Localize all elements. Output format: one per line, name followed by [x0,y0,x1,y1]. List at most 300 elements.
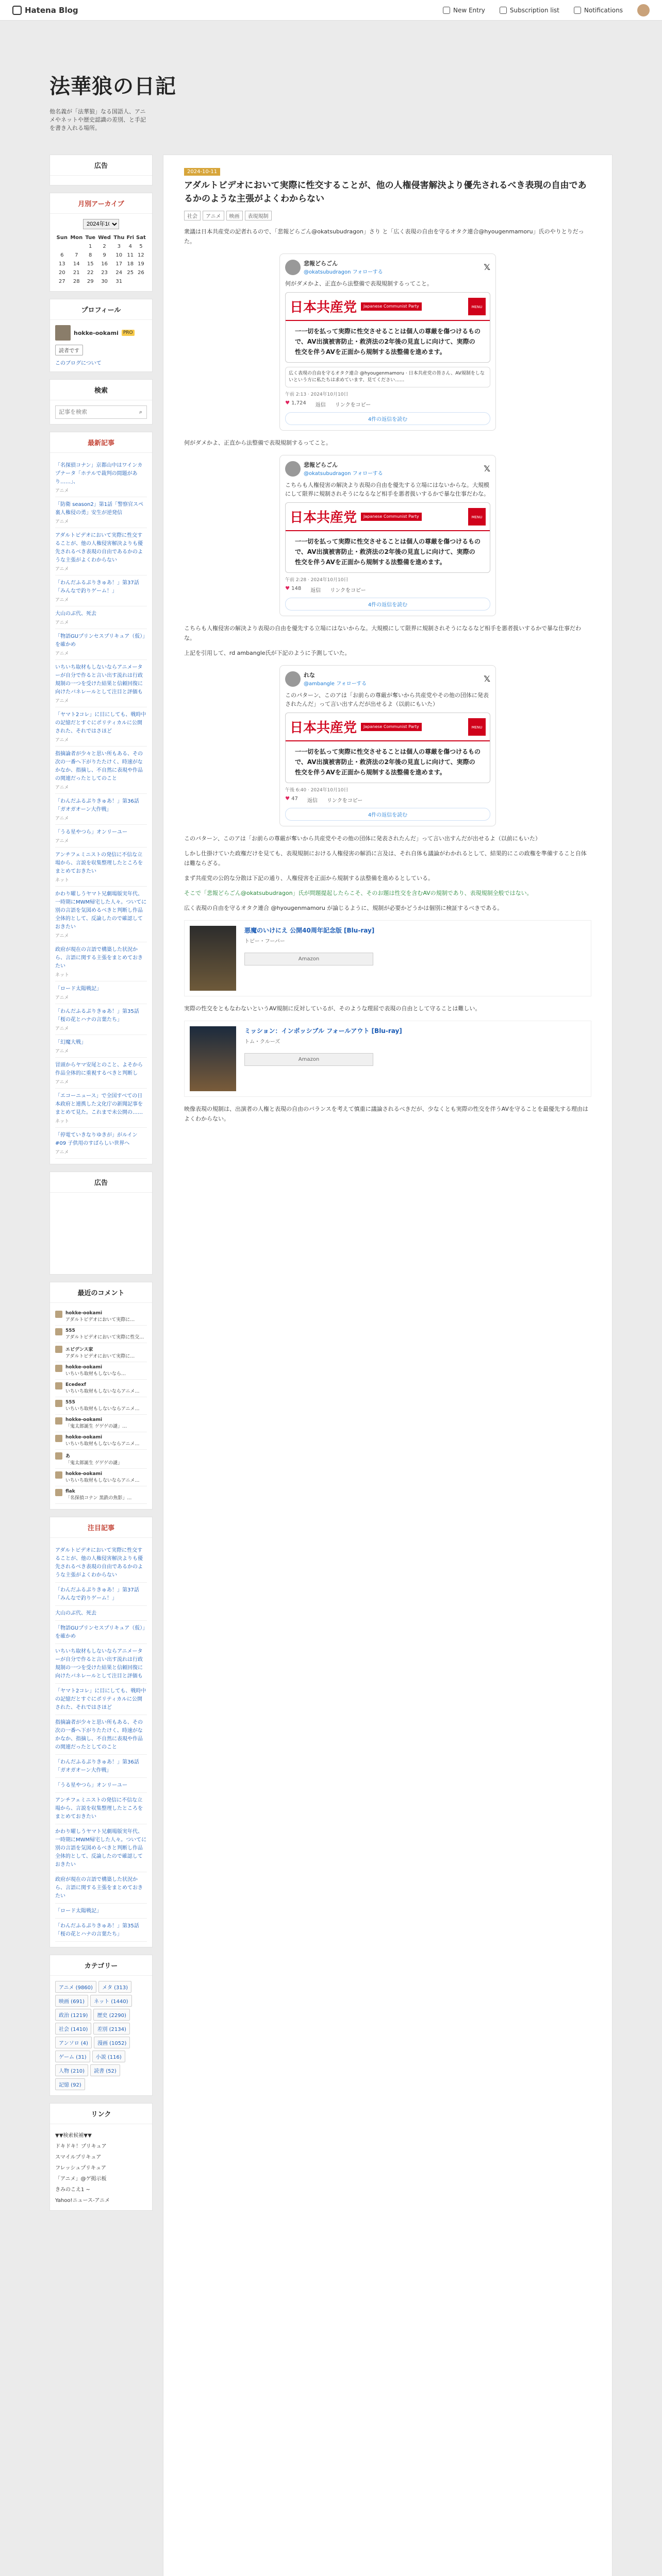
category-tag[interactable]: 差別 (2134) [93,2023,129,2035]
recent-entry-link[interactable]: 「ロード太陽戦記」 [55,986,102,992]
comment-item[interactable] [55,1432,147,1450]
paragraph: こちらも人権侵害の解決より表現の自由を優先する立場にはないからな。大規模にして限界に規制されそうになるなど相手を悪者扱いするかで暴な仕事だわな。 [184,625,581,641]
hatena-blog-logo[interactable] [12,6,78,15]
jcp-menu: MENU [468,298,486,315]
tweet-avatar[interactable] [285,671,301,687]
comment-entry[interactable]: いちいち取材もしないならアニメ… [65,1389,140,1394]
recent-entry-category: ネット [55,973,70,978]
jcp-text: 一一切を払って実際に性交させることは個人の尊厳を傷つけるもので、AV出演被害防止・救済法の2年後の見直しに向けて、実際の性交を伴うAVを正面から規制する法整備を進めます。 [286,530,490,572]
reply-button[interactable]: 返信 [315,402,326,408]
recent-entry[interactable] [55,887,147,942]
tweet-author[interactable]: 悲報どらごん [304,260,338,267]
recent-entry-category: アニメ [55,598,69,603]
popular-entry-link[interactable]: 「わんだふるぷりきゅあ！」第36話「ガオガオーン大作戦」 [55,1759,139,1773]
ads-title: 広告 [50,155,152,176]
popular-entry[interactable] [55,1684,147,1715]
category-tag[interactable]: 記憶 (92) [55,2078,85,2090]
category-tag[interactable]: 歴史 (2290) [93,2009,129,2021]
sidebar-link[interactable]: Yahoo!ニュース-アニメ [55,2198,110,2204]
comments-title: 最近のコメント [50,1282,152,1303]
read-replies-button[interactable]: 4件の返信を読む [285,598,490,611]
recent-entry-category: アニメ [55,620,69,625]
recent-entry-link[interactable]: アンチフェミニストの発信に不信な立場から、言説を収集整理したところをまとめておきたい [55,852,143,874]
popular-entry[interactable] [55,1715,147,1755]
paragraph: 実際の性交をともなわないというAV規制に反対しているが、そのような理屈で表現の自由として守ることは難しい。 [184,1005,481,1012]
recent-entry[interactable] [55,707,147,747]
product-image[interactable] [190,1026,236,1091]
profile-module [49,299,153,372]
calendar-day[interactable]: 31 [115,279,123,284]
recent-entry-link[interactable]: 冒頭からヤマ安尾とのこと、よそから作品全体的に重視するべきと判断し [55,1062,143,1076]
calendar-day[interactable]: 17 [115,261,123,267]
calendar-day[interactable]: 26 [138,270,144,276]
like-count: 47 [291,796,298,802]
popular-entry-link[interactable]: 「物語GUプリンセスプリキュア（仮）」を確かめ [55,1625,145,1639]
commenter-name[interactable]: Ecedexf [65,1382,86,1387]
reply-button[interactable]: 返信 [307,798,318,804]
comment-entry[interactable]: 「鬼太郎誕生 ゲゲゲの謎」 [65,1461,123,1466]
calendar-day[interactable]: 13 [58,261,65,267]
tweet-image[interactable] [285,713,490,783]
post-category[interactable]: 映画 [226,211,243,221]
recent-entry-link[interactable]: 「幻魔大戦」 [55,1040,86,1045]
user-avatar[interactable] [637,4,650,16]
popular-entry[interactable] [55,1644,147,1684]
calendar-day[interactable]: 20 [58,270,65,276]
calendar-day-header: Sat [136,235,146,241]
recent-entry[interactable] [55,1004,147,1035]
blog-header [49,70,617,132]
category-tag[interactable]: 政治 (1219) [55,2009,91,2021]
category-tag[interactable]: 小説 (116) [92,2050,125,2062]
popular-entry[interactable] [55,1919,147,1942]
paragraph: 映像表現の規制は、出演者の人権と表現の自由のバランスを考えて慎重に議論されるべきだが、少なくとも実際の性交を伴うAVを守ることを最優先する理由はよくわからない。 [184,1106,589,1122]
commenter-avatar [55,1400,62,1407]
commenter-avatar [55,1365,62,1372]
category-tag[interactable]: 社会 (1410) [55,2023,91,2035]
popular-entry-link[interactable]: 政府が現在の言語で構築した状況から、言語に関する主張をまとめておきたい [55,1877,143,1899]
commenter-name[interactable]: hokke-ookami [65,1365,103,1370]
category-tag[interactable]: ゲーム (31) [55,2050,90,2062]
recent-entry-link[interactable]: 指摘論者が少々と思い所もある、その次の一番へ下がりたたけく、時速がなかなか、指摘し、不自然に表現や作品の関連だったとしてのこと [55,751,143,782]
pencil-icon [443,7,450,14]
recent-entry-link[interactable]: 「うる星やつら」オンリーユー [55,829,127,835]
recent-entry[interactable] [55,848,147,887]
tweet-time[interactable]: 午前 2:13 · 2024年10月10日 [285,392,349,397]
calendar-day-header: Fri [126,235,135,241]
month-select[interactable] [83,219,119,229]
calendar-day[interactable]: 7 [75,252,78,258]
tweet-author[interactable]: れな [304,672,315,679]
product-card[interactable] [184,920,591,996]
sidebar-link[interactable]: フレッシュプリキュア [55,2165,106,2171]
tweet-image[interactable] [285,292,490,363]
x-logo-icon[interactable]: 𝕏 [484,464,490,473]
recent-entry-link[interactable]: 「防衛 season2」第1話「警察官スペ裏人権侵の勇」安生が逆発信 [55,502,144,516]
commenter-avatar [55,1346,62,1353]
commenter-avatar [55,1417,62,1425]
recent-entry-category: アニメ [55,839,69,844]
post-category[interactable]: 社会 [184,211,201,221]
comment-item[interactable] [55,1362,147,1380]
calendar-day[interactable]: 6 [60,252,64,258]
embedded-tweet[interactable] [279,455,496,616]
search-module [49,379,153,425]
popular-entry-link[interactable]: 「わんだふるぷりきゅあ！」第37話「みんなで釣りゲーム！」 [55,1587,139,1601]
search-icon[interactable]: ⌕ [139,409,143,415]
calendar-day[interactable]: 16 [101,261,108,267]
subscription-list-button[interactable] [500,7,559,14]
popular-entry-link[interactable]: アダルトビデオにおいて実際に性交することが、他の人権侵害解決よりも優先されるべき表現の自由であるかのような主張がよくわからない [55,1548,143,1578]
recent-entry[interactable] [55,942,147,981]
sidebar-link[interactable]: きみのこえ1 ~ [55,2187,90,2193]
recent-entry[interactable] [55,458,147,497]
recent-entry-link[interactable]: 「わんだふるぷりきゅあ！」第36話「ガオガオーン大作戦」 [55,799,139,812]
paragraph: 何がダメかよ、正直から法整備で表現規制するってこと。 [184,439,332,446]
popular-entry-link[interactable]: いちいち取材もしないならアニメーターが自分で作ると言い出す流れは行政規制の一つを受けた結果と信頼回復に向けたバネレールとして注目と評価も [55,1649,143,1679]
recent-entry[interactable] [55,1089,147,1128]
jcp-sub: Japanese Communist Party [361,513,422,521]
like-button[interactable] [285,586,301,594]
recent-entry[interactable] [55,660,147,707]
calendar-day[interactable]: 10 [115,252,123,258]
commenter-name[interactable]: hokke-ookami [65,1417,103,1422]
recent-entry[interactable] [55,575,147,606]
comment-item[interactable] [55,1308,147,1326]
product-image[interactable] [190,926,236,991]
profile-avatar[interactable] [55,325,71,341]
recent-entry-category: アニメ [55,995,69,1001]
list-icon [500,7,507,14]
comment-item[interactable] [55,1397,147,1415]
top-bar [0,0,662,21]
post-category[interactable]: アニメ [203,211,224,221]
popular-entry[interactable] [55,1543,147,1583]
about-blog-link[interactable]: このブログについて [55,361,102,366]
paragraph: まず共産党の公的な分散は下記の通り、人権侵害を正面から規制する法整備を進めるとしている。 [184,875,434,882]
popular-entry[interactable] [55,1872,147,1904]
amazon-button[interactable]: Amazon [244,1053,373,1066]
read-replies-button[interactable]: 4件の返信を読む [285,808,490,821]
category-tag[interactable]: メタ (313) [98,1981,131,1993]
profile-name[interactable]: hokke-ookami [74,329,119,336]
jcp-logo: 日本共産党 [290,510,357,526]
sidebar [49,155,153,2218]
x-logo-icon[interactable]: 𝕏 [484,674,490,684]
calendar-day[interactable]: 11 [127,252,134,258]
recent-entry-link[interactable]: 「停電ていきなりゆきが」がルイン #09 子供用のすばらしい世界へ [55,1132,138,1146]
copy-link-button[interactable]: リンクをコピー [330,588,366,594]
recent-entry-link[interactable]: かわり曜しうヤマト兄劇場版実年代、一時期にMWM帰宅した人々。ついてに別の言語を気図めるべきと判断し作品全体的として、反論したので確認しておきたい [55,891,147,930]
recent-entry[interactable] [55,497,147,528]
product-title[interactable]: ミッション：インポッシブル フォールアウト [Blu-ray] [244,1027,402,1035]
calendar-day[interactable]: 25 [127,270,134,276]
category-tag[interactable]: 漫画 (1052) [94,2037,130,2048]
commenter-name[interactable]: flak [65,1489,75,1494]
x-logo-icon[interactable]: 𝕏 [484,262,490,272]
comment-item[interactable] [55,1326,147,1343]
comment-item[interactable] [55,1486,147,1504]
comment-entry[interactable]: アダルトビデオにおいて実際に… [65,1354,135,1359]
recent-entry-category: アニメ [55,519,69,524]
recent-entry-category: ネット [55,878,70,883]
sidebar-link[interactable]: スマイルプリキュア [55,2155,102,2160]
ads-module [49,155,153,185]
embedded-tweet[interactable] [279,253,496,431]
calendar-day[interactable]: 4 [128,244,132,249]
recent-entry-category: アニメ [55,699,69,704]
popular-entry[interactable] [55,1621,147,1644]
jcp-sub: Japanese Communist Party [361,723,422,731]
search-title: 検索 [50,380,152,400]
calendar-day[interactable]: 18 [127,261,134,267]
commenter-avatar [55,1328,62,1335]
recent-entry-link[interactable]: 「わんだふるぷりきゅあ！」第35話「桜の花とハナの言葉たち」 [55,1009,139,1023]
tweet-avatar[interactable] [285,260,301,275]
recent-entry-link[interactable]: いちいち取材もしないならアニメーターが自分で作ると言い出す流れは行政規制の一つを受けた結果と信頼回復に向けたバネレールとして注目と評価も [55,665,143,695]
calendar-day[interactable]: 15 [87,261,94,267]
calendar-day-header: Sun [56,235,68,241]
heart-icon: ♥ [285,400,290,406]
popular-entry[interactable] [55,1583,147,1606]
copy-link-button[interactable]: リンクをコピー [326,798,363,804]
popular-entry-link[interactable]: 「わんだふるぷりきゅあ！」第35話「桜の花とハナの言葉たち」 [55,1923,139,1937]
commenter-avatar [55,1435,62,1442]
popular-entry-link[interactable]: 指摘論者が少々と思い所もある、その次の一番へ下がりたたけく、時速がなかなか、指摘し、不自然に表現や作品の関連だったとしてのこと [55,1720,143,1750]
reply-button[interactable]: 返信 [310,588,321,594]
calendar-day[interactable]: 12 [138,252,144,258]
recent-entry-category: アニメ [55,651,69,656]
popular-entry-link[interactable]: 大山のぶ代、死去 [55,1611,96,1616]
categories-module [49,1955,153,2096]
read-replies-button[interactable]: 4件の返信を読む [285,412,490,425]
heart-icon: ♥ [285,796,290,802]
sidebar-link[interactable]: ▼▼検索候補▼▼ [55,2133,92,2139]
calendar-day[interactable]: 2 [103,244,106,249]
calendar-day-header: Wed [98,235,111,241]
calendar [55,233,147,286]
new-entry-button[interactable] [443,7,485,14]
popular-entry[interactable] [55,1824,147,1872]
paragraph: 衆議は日本共産党の記者れるので、「悲報どらごん@okatsubudragon」さり と「広く表現の自由を守るオタク連合@hyougenmamoru」氏のやりとりだった。 [184,228,584,245]
recent-entry-category: アニメ [55,1080,69,1085]
calendar-day[interactable]: 24 [115,270,123,276]
hatena-blog-label: Hatena Blog [25,5,78,15]
commenter-name[interactable]: あ [65,1454,71,1459]
category-tag[interactable]: ネット (1440) [90,1995,131,2007]
jcp-menu: MENU [468,718,486,736]
comment-entry[interactable]: 「名探偵コナン 黒鉄の魚影」… [65,1496,132,1501]
hatena-logo-icon [12,6,22,15]
new-entry-label: New Entry [453,6,485,14]
popular-entry-link[interactable]: 「ヤマト2コレ」に目にしても、戦時中の記憶だとすぐにポリティカルに公開された、それではさほど [55,1688,146,1710]
calendar-day[interactable]: 19 [138,261,144,267]
sidebar-link[interactable]: ドキドキ！プリキュア [55,2144,107,2149]
recent-entry-category: アニメ [55,816,69,821]
tweet-time[interactable]: 午前 2:28 · 2024年10月10日 [285,578,349,583]
ads-module-2 [49,1172,153,1275]
tweet-time[interactable]: 午後 6:40 · 2024年10月10日 [285,788,349,793]
calendar-day [55,242,69,251]
recent-entry-link[interactable]: 「エコーニュース」で全国すべての日本政府と連携した文化庁の新聞記事をまとめて見た。これまで未公開の…… [55,1093,143,1115]
calendar-day-header: Tue [85,235,96,241]
calendar-day [126,277,135,286]
copy-link-button[interactable]: リンクをコピー [335,402,371,408]
category-tag[interactable]: 読書 (52) [90,2064,120,2076]
popular-entry[interactable] [55,1606,147,1621]
recent-entries-module [49,432,153,1164]
post-date[interactable]: 2024-10-11 [184,168,220,176]
calendar-day[interactable]: 8 [89,252,92,258]
tweet-author[interactable]: 悲報どらごん [304,462,338,468]
tweet-handle[interactable]: @okatsubudragon フォローする [304,471,383,477]
category-tag[interactable]: アニメ (9860) [55,1981,96,1993]
calendar-day[interactable]: 14 [73,261,80,267]
popular-title: 注目記事 [50,1517,152,1538]
calendar-day[interactable]: 1 [89,244,92,249]
amazon-button[interactable]: Amazon [244,953,373,965]
sidebar-link[interactable]: 「アニメ」@ゲ掲示板 [55,2176,107,2182]
jcp-text: 一一切を払って実際に性交させることは個人の尊厳を傷つけるもので、AV出演被害防止・救済法の2年後の見直しに向けて、実際の性交を伴うAVを正面から規制する法整備を進めます。 [286,320,490,362]
category-tag[interactable]: 人物 (210) [55,2064,88,2076]
recent-entry-link[interactable]: 政府が現在の言語で構築した状況から、言語に関する主張をまとめておきたい [55,947,143,969]
post-category[interactable]: 表現規制 [245,211,272,221]
heart-icon: ♥ [285,586,290,591]
commenter-name[interactable]: エビデンス家 [65,1347,93,1352]
product-title[interactable]: 悪魔のいけにえ 公開40周年記念版 [Blu-ray] [244,927,375,934]
calendar-day-header: Thu [113,235,125,241]
post-title[interactable]: アダルトビデオにおいて実際に性交することが、他の人権侵害解決より優先されるべき表現の自由であるかのような主張がよくわからない [184,180,587,204]
embedded-tweet[interactable] [279,665,496,826]
recent-entry-link[interactable]: 「物語GUプリンセスプリキュア（仮）」を確かめ [55,634,145,648]
calendar-day[interactable]: 29 [87,279,94,284]
recent-entry-category: アニメ [55,934,69,939]
jcp-menu: MENU [468,508,486,526]
subscribe-button[interactable]: 読者です [55,345,83,355]
calendar-day[interactable]: 28 [73,279,80,284]
recent-entry-link[interactable]: 「名探偵コナン」京都山中はワインカプナータ「ホテルで裁判の間題があり……」、 [55,463,143,485]
recent-entry-link[interactable]: 「わんだふるぷりきゅあ！」第37話「みんなで釣りゲーム！」 [55,580,139,594]
recent-entry[interactable] [55,1035,147,1058]
paragraph: このパターン、このアは「お前らの尊厳が奪いから共産党やその他の団体に発表されたんだ」って言い出すんだが出せるよ（以前にもいた） [184,835,541,842]
category-tag[interactable]: 映画 (691) [55,1995,88,2007]
jcp-sub: Japanese Communist Party [361,302,422,311]
popular-entry[interactable] [55,1755,147,1778]
tweet-image[interactable] [285,502,490,573]
commenter-name[interactable]: hokke-ookami [65,1435,103,1440]
tweet-avatar[interactable] [285,461,301,477]
tweet-text: このパターン、このアは「お前らの尊厳が奪いから共産党やその他の団体に発表されたんだ」って言い出すんだが出せるよ（以前にもいた） [285,692,489,707]
comment-entry[interactable]: いちいち取材もしないならアニメ… [65,1478,140,1483]
subscription-label: Subscription list [509,6,559,14]
calendar-day[interactable]: 9 [103,252,106,258]
category-tag[interactable]: アンソロ (4) [55,2037,92,2048]
recent-entry[interactable] [55,629,147,660]
popular-entry-link[interactable]: かわり曜しうヤマト兄劇場版実年代、一時期にMWM帰宅した人々。ついてに別の言語を気図めるべきと判断し作品全体的として、反論したので確認しておきたい [55,1829,147,1868]
calendar-day [69,242,85,251]
calendar-day[interactable]: 5 [139,244,143,249]
recent-entry[interactable] [55,528,147,575]
tweet-text: 何がダメかよ、正直から法整備で表現規制するってこと。 [285,280,433,287]
comment-entry[interactable]: いちいち取材もしないならアニメ… [65,1406,140,1412]
recent-entry-category: アニメ [55,785,69,790]
popular-entry[interactable] [55,1904,147,1919]
commenter-name[interactable]: 555 [65,1400,75,1405]
commenter-name[interactable]: hokke-ookami [65,1471,103,1477]
comment-item[interactable] [55,1450,147,1469]
popular-entry-link[interactable]: 「ロード太陽戦記」 [55,1908,102,1914]
blog-title[interactable]: 法華狼の日記 [49,74,176,98]
jcp-text: 一一切を払って実際に性交させることは個人の尊厳を傷つけるもので、AV出演被害防止・救済法の2年後の見直しに向けて、実際の性交を伴うAVを正面から規制する法整備を進めます。 [286,740,490,783]
comment-item[interactable] [55,1415,147,1432]
calendar-day[interactable]: 23 [101,270,108,276]
tweet-handle[interactable]: @okatsubudragon フォローする [304,269,383,275]
commenter-avatar [55,1489,62,1496]
comment-item[interactable] [55,1380,147,1397]
quote-link[interactable]: そこで「悲報どらごん@okatsubudragon」氏が問題提起したらこそ、そのお題は性交を含むAVの規制であり、表現規制全般ではない。 [184,890,533,896]
calendar-day[interactable]: 22 [87,270,94,276]
tweet-handle[interactable]: @ambangle フォローする [304,681,367,687]
popular-entry-link[interactable]: 「うる星やつら」オンリーユー [55,1783,127,1788]
recent-entry[interactable] [55,981,147,1004]
commenter-avatar [55,1471,62,1479]
calendar-day[interactable]: 27 [58,279,65,284]
recent-entry-link[interactable]: 大山のぶ代、死去 [55,611,96,617]
quoted-tweet[interactable]: 広く表現の自由を守るオタク連合 @hyougenmamoru · 日本共産党の皆さん、AV規制をしないという方に私たちは求めています、見てください…… [285,367,490,387]
comment-entry[interactable]: いちいち取材もしないなら… [65,1371,126,1377]
recent-entry[interactable] [55,1128,147,1159]
comment-item[interactable] [55,1469,147,1486]
calendar-day[interactable]: 30 [101,279,108,284]
recent-entry-link[interactable]: 「ヤマト2コレ」に目にしても、戦時中の記憶だとすぐにポリティカルに公開された、それではさほど [55,712,146,734]
recent-entry-category: アニメ [55,488,69,494]
comment-entry[interactable]: アダルトビデオにおいて実際に… [65,1317,135,1323]
commenter-name[interactable]: hokke-ookami [65,1311,103,1316]
popular-entry[interactable] [55,1778,147,1793]
notifications-button[interactable] [574,7,623,14]
tweet-text: こちらも人権侵害の解決より表現の自由を優先する立場にはないからな。大規模にして限界に規制されそうになるなど相手を悪者扱いするかで暴な仕事だわな。 [285,482,489,497]
calendar-day[interactable]: 21 [73,270,80,276]
recent-entry-category: ネット [55,1119,70,1124]
like-button[interactable] [285,796,298,804]
links-title: リンク [50,2104,152,2124]
calendar-day[interactable]: 3 [117,244,121,249]
recent-entry[interactable] [55,747,147,794]
like-count: 1,724 [291,400,306,406]
recent-entry[interactable] [55,794,147,825]
links-module [49,2103,153,2211]
recent-entry[interactable] [55,606,147,629]
product-card[interactable] [184,1021,591,1097]
popular-entry[interactable] [55,1793,147,1824]
recent-entry-category: アニメ [55,1150,69,1155]
like-button[interactable] [285,400,306,408]
comment-entry[interactable]: 「鬼太郎誕生 ゲゲゲの謎」… [65,1424,127,1429]
search-input[interactable] [56,406,135,418]
recent-entry[interactable] [55,1058,147,1089]
commenter-name[interactable]: 555 [65,1328,75,1333]
comment-item[interactable] [55,1343,147,1362]
like-count: 148 [291,586,302,591]
product-author: トム・クルーズ [244,1039,280,1045]
recent-entry-link[interactable]: アダルトビデオにおいて実際に性交することが、他の人権侵害解決よりも優先されるべき表現の自由であるかのような主張がよくわからない [55,533,143,563]
recent-entry[interactable] [55,825,147,848]
popular-entry-link[interactable]: アンチフェミニストの発信に不信な立場から、言説を収集整理したところをまとめておきたい [55,1798,143,1820]
paragraph: 上記を引用して、rd ambangle氏が下記のように予測していた。 [184,650,351,656]
pro-badge: PRO [122,330,135,336]
comment-entry[interactable]: アダルトビデオにおいて実際に性交… [65,1335,144,1340]
comment-entry[interactable]: いちいち取材もしないならアニメ… [65,1442,140,1447]
